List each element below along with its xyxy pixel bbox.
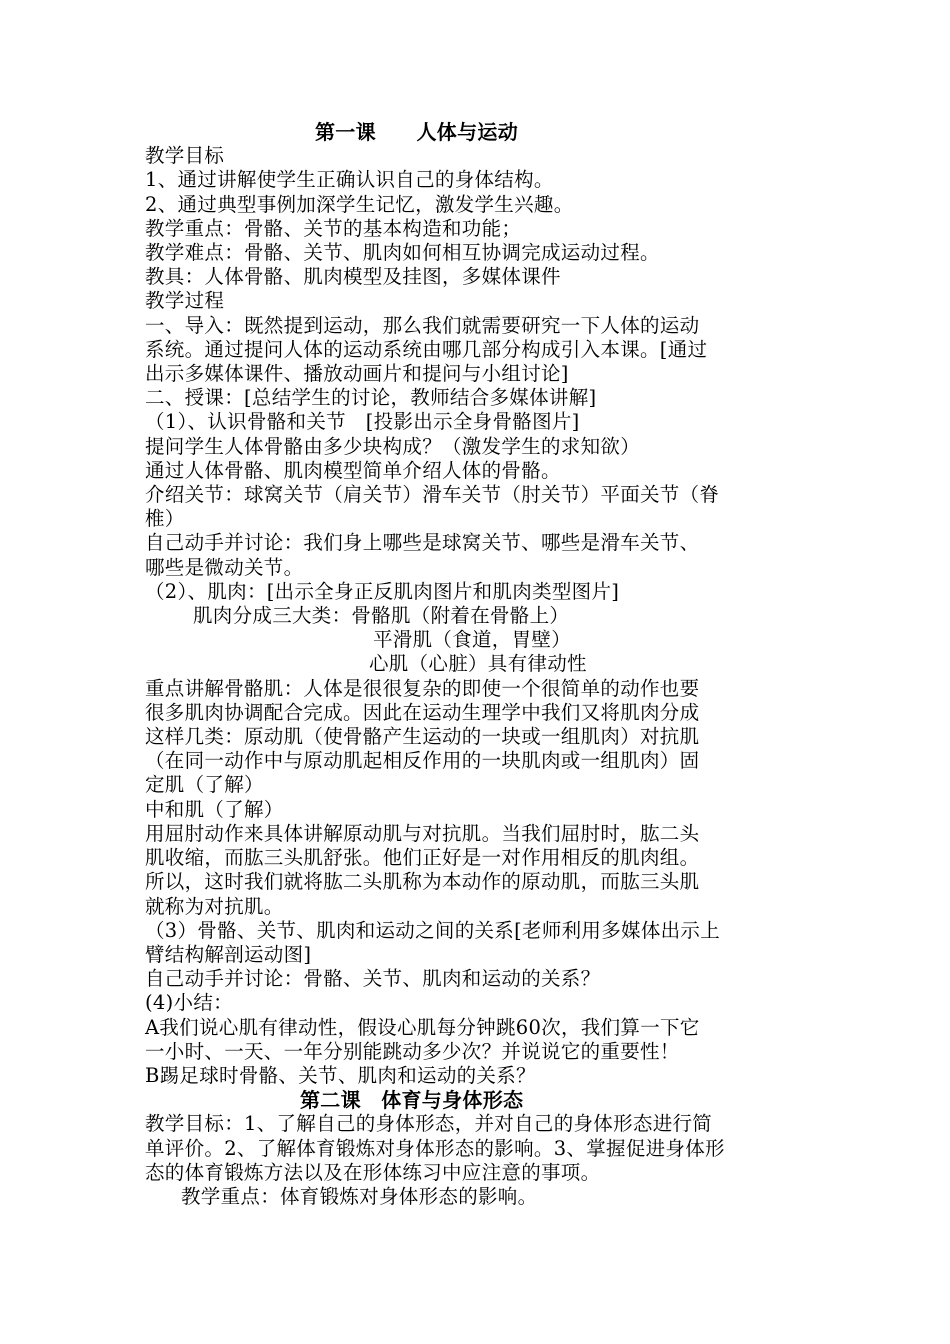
text-line: 教学目标 <box>145 144 225 168</box>
muscle-types-line: 心肌（心脏）具有律动性 <box>369 652 587 676</box>
text-line: 所以，这时我们就将肱二头肌称为本动作的原动肌，而肱三头肌 <box>145 870 700 894</box>
text-line: 一小时、一天、一年分别能跳动多少次？并说说它的重要性！ <box>145 1039 680 1063</box>
text-line: 介绍关节：球窝关节（肩关节）滑车关节（肘关节）平面关节（脊 <box>145 483 720 507</box>
text-line: 教学过程 <box>145 289 225 313</box>
text-line: A我们说心肌有律动性，假设心肌每分钟跳60次，我们算一下它 <box>145 1015 700 1039</box>
text-line: 态的体育锻炼方法以及在形体练习中应注意的事项。 <box>145 1160 601 1184</box>
lesson2-body <box>145 1112 810 1209</box>
key-point-line: 教学重点：体育锻炼对身体形态的影响。 <box>181 1184 538 1208</box>
text-line: 系统。通过提问人体的运动系统由哪几部分构成引入本课。[通过 <box>145 337 708 361</box>
text-line: 椎） <box>145 507 185 531</box>
text-line: 教学目标：1、了解自己的身体形态，并对自己的身体形态进行简 <box>145 1112 713 1136</box>
text-line: 很多肌肉协调配合完成。因此在运动生理学中我们又将肌肉分成 <box>145 700 700 724</box>
text-line: 肌收缩，而肱三头肌舒张。他们正好是一对作用相反的肌肉组。 <box>145 846 700 870</box>
text-line: 自己动手并讨论：骨骼、关节、肌肉和运动的关系？ <box>145 967 601 991</box>
text-line: （3）骨骼、关节、肌肉和运动之间的关系[老师利用多媒体出示上 <box>145 918 721 942</box>
text-line: 就称为对抗肌。 <box>145 894 284 918</box>
text-line: 重点讲解骨骼肌：人体是很很复杂的即使一个很简单的动作也要 <box>145 676 700 700</box>
text-line: 二、授课：[总结学生的讨论，教师结合多媒体讲解] <box>145 386 597 410</box>
lesson1-body <box>145 144 810 1088</box>
text-line: 单评价。2、了解体育锻炼对身体形态的影响。3、掌握促进身体形 <box>145 1136 725 1160</box>
text-line: 中和肌（了解） <box>145 797 284 821</box>
text-line: （1）、认识骨骼和关节 [投影出示全身骨骼图片] <box>145 410 580 434</box>
text-line: 臂结构解剖运动图] <box>145 942 312 966</box>
text-line: B踢足球时骨骼、关节、肌肉和运动的关系？ <box>145 1063 536 1087</box>
text-line: 1、通过讲解使学生正确认识自己的身体结构。 <box>145 168 554 192</box>
text-line: 哪些是微动关节。 <box>145 555 304 579</box>
text-line: 一、导入：既然提到运动，那么我们就需要研究一下人体的运动 <box>145 313 700 337</box>
text-line: 这样几类：原动肌（使骨骼产生运动的一块或一组肌肉）对抗肌 <box>145 725 700 749</box>
text-line: （在同一动作中与原动肌起相反作用的一块肌肉或一组肌肉）固 <box>145 749 700 773</box>
lesson1-title: 第一课 人体与运动 <box>315 120 518 144</box>
text-line: 用屈肘动作来具体讲解原动肌与对抗肌。当我们屈肘时，肱二头 <box>145 821 700 845</box>
text-line: 定肌（了解） <box>145 773 264 797</box>
text-line: 提问学生人体骨骼由多少块构成？（激发学生的求知欲） <box>145 434 641 458</box>
text-line: 出示多媒体课件、播放动画片和提问与小组讨论] <box>145 362 569 386</box>
text-line: 通过人体骨骼、肌肉模型简单介绍人体的骨骼。 <box>145 458 561 482</box>
text-line: （2）、肌肉：[出示全身正反肌肉图片和肌肉类型图片] <box>145 579 620 603</box>
text-line: 自己动手并讨论：我们身上哪些是球窝关节、哪些是滑车关节、 <box>145 531 700 555</box>
text-line: 教学重点：骨骼、关节的基本构造和功能； <box>145 216 522 240</box>
text-line: 教具：人体骨骼、肌肉模型及挂图，多媒体课件 <box>145 265 561 289</box>
document-page <box>145 120 810 1209</box>
text-line: 2、通过典型事例加深学生记忆，激发学生兴趣。 <box>145 192 574 216</box>
text-line: (4)小结： <box>145 991 233 1015</box>
muscle-types-line: 肌肉分成三大类：骨骼肌（附着在骨骼上） <box>193 604 570 628</box>
muscle-types-line: 平滑肌（食道，胃壁） <box>373 628 572 652</box>
lesson2-title: 第二课 体育与身体形态 <box>300 1088 524 1113</box>
text-line: 教学难点：骨骼、关节、肌肉如何相互协调完成运动过程。 <box>145 241 660 265</box>
